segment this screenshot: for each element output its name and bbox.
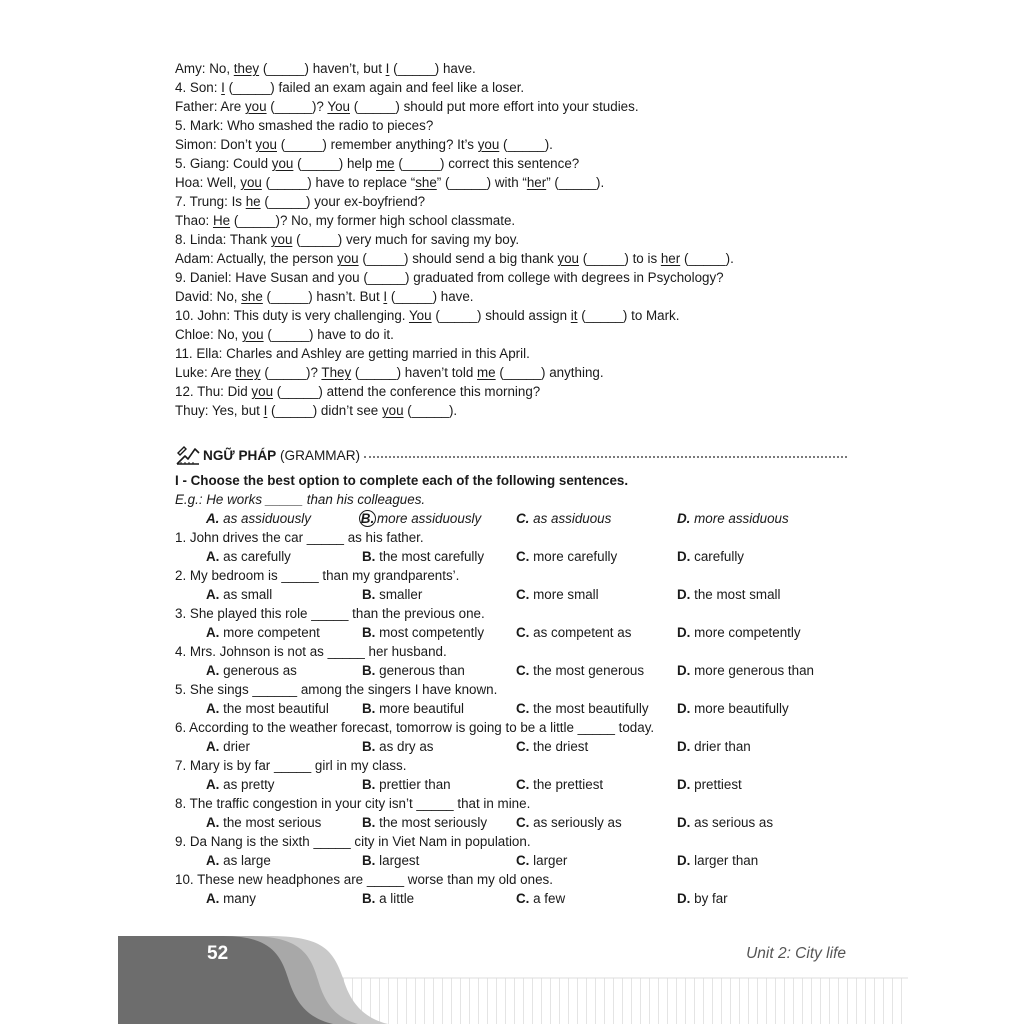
option-text: as dry as	[379, 739, 434, 754]
option-letter: D.	[677, 777, 691, 792]
question-text: 3. She played this role _____ than the previous one.	[175, 606, 485, 621]
dialogue-text: ” (_____).	[546, 175, 605, 190]
option-text: generous as	[223, 663, 297, 678]
dialogue-text: (_____) to is	[578, 251, 661, 266]
option-letter: D.	[677, 587, 691, 602]
option-d	[677, 851, 758, 870]
option-text: drier than	[694, 739, 751, 754]
dialogue-text: (_____)?	[266, 99, 328, 114]
option-letter: D.	[677, 853, 691, 868]
option-letter: C.	[516, 587, 530, 602]
underlined-word: they	[235, 365, 261, 380]
option-a	[206, 813, 321, 832]
underlined-word: it	[570, 308, 578, 323]
underlined-word: you	[477, 137, 500, 152]
dialogue-text: 8. Linda: Thank	[175, 232, 271, 247]
option-d	[677, 585, 780, 604]
dialogue-text: Hoa: Well,	[175, 175, 241, 190]
dialogue-line	[175, 401, 865, 420]
underlined-word: you	[337, 251, 359, 266]
dialogue-text: 7. Trung: Is	[175, 194, 246, 209]
option-text: as large	[223, 853, 271, 868]
option-letter: B.	[362, 663, 376, 678]
option-text: more small	[533, 587, 599, 602]
option-a	[206, 775, 275, 794]
page-footer	[118, 930, 908, 1024]
option-text: the prettiest	[533, 777, 604, 792]
option-text: drier	[223, 739, 250, 754]
option-text: the most serious	[223, 815, 322, 830]
dialogue-line	[175, 78, 865, 97]
question-text: 7. Mary is by far _____ girl in my class.	[175, 758, 407, 773]
option-letter: C.	[516, 701, 530, 716]
exercise-instruction: I - Choose the best option to complete each of the following sentences.	[175, 473, 629, 488]
option-a	[206, 547, 291, 566]
option-text: more carefully	[533, 549, 618, 564]
dialogue-text: (_____) to Mark.	[577, 308, 680, 323]
option-letter: D.	[677, 549, 691, 564]
option-text: more competently	[694, 625, 801, 640]
option-text: as assiduously	[223, 511, 311, 526]
option-text: as competent as	[533, 625, 632, 640]
dialogue-line	[175, 325, 865, 344]
example-options	[175, 509, 865, 528]
option-text: largest	[379, 853, 420, 868]
underlined-word: You	[408, 308, 432, 323]
dialogue-line	[175, 382, 865, 401]
dialogue-line	[175, 154, 865, 173]
dialogue-text: Thao:	[175, 213, 213, 228]
dialogue-text: 5. Mark: Who smashed the radio to pieces?	[175, 118, 434, 133]
option-letter: A.	[206, 625, 220, 640]
page-number: 52	[207, 943, 229, 964]
option-c	[516, 813, 622, 832]
option-d	[677, 775, 742, 794]
option-text: smaller	[379, 587, 423, 602]
question-options	[175, 547, 865, 566]
option-text: the driest	[533, 739, 589, 754]
option-text: as small	[223, 587, 273, 602]
dialogue-text: (_____) correct this sentence?	[394, 156, 580, 171]
underlined-word: she	[415, 175, 437, 190]
underlined-word: I	[263, 403, 268, 418]
option-text: as assiduous	[533, 511, 612, 526]
option-letter: C.	[516, 549, 530, 564]
option-letter: C.	[516, 777, 530, 792]
option-letter: D.	[677, 739, 691, 754]
option-letter: C.	[516, 815, 530, 830]
unit-title: Unit 2: City life	[746, 945, 846, 962]
option-letter: D.	[677, 511, 691, 526]
dotted-rule	[364, 456, 847, 458]
option-a	[206, 509, 311, 528]
option-c	[516, 509, 611, 528]
option-d	[677, 623, 801, 642]
underlined-word: you	[557, 251, 579, 266]
option-letter: D.	[677, 663, 691, 678]
dialogue-line	[175, 116, 865, 135]
option-text: the most seriously	[379, 815, 488, 830]
question-text: 8. The traffic congestion in your city isn’t _____ that in mine.	[175, 796, 531, 811]
dialogue-text: Luke: Are	[175, 365, 236, 380]
option-d	[677, 509, 789, 528]
option-a	[206, 737, 250, 756]
option-letter: B.	[362, 625, 376, 640]
option-c	[516, 585, 599, 604]
option-b	[362, 509, 481, 528]
dialogue-line	[175, 363, 865, 382]
option-letter: A.	[206, 815, 220, 830]
option-letter: C.	[516, 739, 530, 754]
dialogue-text: Adam: Actually, the person	[175, 251, 338, 266]
question-options	[175, 851, 865, 870]
dialogue-line	[175, 192, 865, 211]
option-text: more assiduously	[377, 511, 482, 526]
option-letter: A.	[206, 777, 220, 792]
dialogue-text: (_____) remember anything? It’s	[276, 137, 478, 152]
option-d	[677, 661, 814, 680]
dialogue-text: (_____) have.	[389, 61, 476, 76]
option-b	[362, 623, 484, 642]
question-list	[175, 528, 865, 908]
question-text: 5. She sings ______ among the singers I have known.	[175, 682, 498, 697]
grammar-title: NGỮ PHÁP (GRAMMAR)	[203, 447, 361, 463]
option-text: more generous than	[694, 663, 814, 678]
option-d	[677, 547, 744, 566]
option-letter: B.	[362, 549, 376, 564]
dialogue-text: Thuy: Yes, but	[175, 403, 264, 418]
option-b	[362, 889, 414, 908]
option-text: as pretty	[223, 777, 275, 792]
option-letter: D.	[677, 891, 691, 906]
option-c	[516, 889, 565, 908]
dialogue-text: (_____) help	[293, 156, 377, 171]
dialogue-text: (_____) have.	[387, 289, 474, 304]
option-text: prettier than	[379, 777, 451, 792]
dialogue-text: (_____).	[499, 137, 553, 152]
question-options	[175, 661, 865, 680]
option-text: most competently	[379, 625, 485, 640]
option-text: by far	[694, 891, 728, 906]
dialogue-line	[175, 97, 865, 116]
underlined-word: they	[233, 61, 260, 76]
question-options	[175, 623, 865, 642]
option-a	[206, 851, 271, 870]
option-text: larger than	[694, 853, 759, 868]
option-c	[516, 775, 603, 794]
underlined-word: you	[244, 99, 267, 114]
option-text: the most small	[694, 587, 781, 602]
dialogue-line	[175, 268, 865, 287]
option-letter: C.	[516, 511, 530, 526]
dialogue-text: (_____) didn’t see	[267, 403, 382, 418]
option-b	[362, 737, 433, 756]
option-text: more competent	[223, 625, 320, 640]
option-b	[362, 851, 419, 870]
underlined-word: she	[241, 289, 263, 304]
option-letter: D.	[677, 815, 691, 830]
option-d	[677, 889, 728, 908]
option-b	[362, 661, 465, 680]
dialogue-text: (_____)?	[260, 365, 322, 380]
option-letter: A.	[206, 701, 220, 716]
option-letter: B.	[360, 511, 375, 526]
dialogue-text: 12. Thu: Did	[175, 384, 252, 399]
option-a	[206, 661, 297, 680]
dialogue-line	[175, 249, 865, 268]
option-letter: C.	[516, 891, 530, 906]
dialogue-text: ” (_____) with “	[436, 175, 527, 190]
option-b	[362, 775, 451, 794]
underlined-word: You	[327, 99, 350, 114]
option-b	[362, 699, 464, 718]
question-text: 10. These new headphones are _____ worse than my old ones.	[175, 872, 553, 887]
underlined-word: I	[221, 80, 225, 95]
option-text: the most generous	[533, 663, 645, 678]
dialogue-text: (_____) have to replace “	[261, 175, 416, 190]
option-text: more beautiful	[379, 701, 464, 716]
option-text: a few	[533, 891, 566, 906]
option-letter: B.	[362, 853, 376, 868]
option-letter: A.	[206, 587, 220, 602]
option-text: the most beautifully	[533, 701, 649, 716]
option-letter: B.	[362, 815, 376, 830]
underlined-word: he	[245, 194, 261, 209]
option-letter: C.	[516, 853, 530, 868]
option-letter: A.	[206, 891, 220, 906]
question-options	[175, 585, 865, 604]
dialogue-text: (_____) failed an exam again and feel like a loser.	[224, 80, 525, 95]
dialogue-text: Amy: No,	[175, 61, 234, 76]
underlined-word: They	[321, 365, 352, 380]
option-c	[516, 661, 644, 680]
option-c	[516, 737, 588, 756]
question-options	[175, 737, 865, 756]
option-text: as seriously as	[533, 815, 622, 830]
option-a	[206, 699, 329, 718]
underlined-word: I	[383, 289, 388, 304]
dialogue-text: (_____).	[680, 251, 734, 266]
underlined-word: her	[526, 175, 547, 190]
option-b	[362, 547, 484, 566]
underlined-word: He	[212, 213, 231, 228]
dialogue-text: 5. Giang: Could	[175, 156, 272, 171]
dialogue-text: (_____).	[403, 403, 458, 418]
dialogue-line	[175, 344, 865, 363]
dialogue-text: 11. Ella: Charles and Ashley are getting married in this April.	[175, 346, 530, 361]
underlined-word: you	[251, 384, 274, 399]
option-letter: A.	[206, 549, 220, 564]
option-c	[516, 547, 617, 566]
dialogue-text: (_____) attend the conference this morning?	[273, 384, 541, 399]
option-text: as carefully	[223, 549, 291, 564]
dialogue-text: (_____) hasn’t. But	[262, 289, 384, 304]
option-letter: A.	[206, 663, 220, 678]
option-text: as serious as	[694, 815, 774, 830]
option-text: a little	[379, 891, 415, 906]
dialogue-text: (_____) haven’t told	[351, 365, 478, 380]
option-text: more beautifully	[694, 701, 789, 716]
option-letter: B.	[362, 739, 376, 754]
dialogue-line	[175, 173, 865, 192]
underlined-word: you	[242, 327, 264, 342]
question-options	[175, 775, 865, 794]
dialogue-text: (_____) your ex-boyfriend?	[260, 194, 426, 209]
option-letter: C.	[516, 663, 530, 678]
dialogue-line	[175, 230, 865, 249]
option-c	[516, 699, 649, 718]
grammar-section-header	[175, 444, 847, 466]
multiple-choice-exercise	[175, 471, 865, 908]
underlined-word: you	[270, 232, 293, 247]
underlined-word: you	[240, 175, 262, 190]
dialogue-text: (_____) have to do it.	[263, 327, 394, 342]
question-options	[175, 813, 865, 832]
dialogue-line	[175, 287, 865, 306]
option-text: prettiest	[694, 777, 742, 792]
dialogue-line	[175, 306, 865, 325]
dialogue-text: David: No,	[175, 289, 242, 304]
dialogue-text: 10. John: This duty is very challenging.	[175, 308, 409, 323]
dialogue-text: (_____) very much for saving my boy.	[292, 232, 520, 247]
option-a	[206, 889, 256, 908]
dialogue-line	[175, 135, 865, 154]
option-letter: C.	[516, 625, 530, 640]
option-letter: D.	[677, 625, 691, 640]
option-text: many	[223, 891, 256, 906]
dialogue-text: (_____) should put more effort into your studies.	[349, 99, 639, 114]
option-letter: B.	[362, 587, 376, 602]
dialogue-text: (_____) anything.	[495, 365, 604, 380]
underlined-word: me	[477, 365, 496, 380]
option-c	[516, 623, 631, 642]
question-text: 6. According to the weather forecast, tomorrow is going to be a little _____ today.	[175, 720, 655, 735]
option-letter: B.	[362, 701, 376, 716]
question-options	[175, 699, 865, 718]
option-b	[362, 813, 487, 832]
dialogue-text: Father: Are	[175, 99, 245, 114]
option-a	[206, 585, 272, 604]
question-text: 1. John drives the car _____ as his father.	[175, 530, 424, 545]
underlined-word: you	[381, 403, 404, 418]
pencil-ruler-icon	[175, 444, 201, 466]
dialogue-exercise	[175, 59, 865, 420]
option-letter: D.	[677, 701, 691, 716]
option-letter: A.	[206, 853, 220, 868]
question-options	[175, 889, 865, 908]
dialogue-text: 4. Son:	[175, 80, 222, 95]
question-text: 2. My bedroom is _____ than my grandparents’.	[175, 568, 460, 583]
question-text: 4. Mrs. Johnson is not as _____ her husband.	[175, 644, 447, 659]
option-text: the most beautiful	[223, 701, 329, 716]
underlined-word: you	[271, 156, 294, 171]
option-text: generous than	[379, 663, 465, 678]
option-text: more assiduous	[694, 511, 789, 526]
dialogue-text: (_____) haven’t, but	[259, 61, 386, 76]
option-text: larger	[533, 853, 568, 868]
option-d	[677, 737, 751, 756]
option-text: carefully	[694, 549, 745, 564]
option-a	[206, 623, 320, 642]
underlined-word: I	[385, 61, 390, 76]
example-question: E.g.: He works _____ than his colleagues.	[175, 492, 426, 507]
option-b	[362, 585, 422, 604]
option-letter: B.	[362, 891, 376, 906]
underlined-word: her	[660, 251, 681, 266]
option-letter: A.	[206, 739, 220, 754]
dialogue-line	[175, 59, 865, 78]
dialogue-text: (_____) should assign	[431, 308, 571, 323]
dialogue-text: Chloe: No,	[175, 327, 242, 342]
option-d	[677, 699, 789, 718]
option-letter: B.	[362, 777, 376, 792]
dialogue-text: (_____) should send a big thank	[358, 251, 558, 266]
underlined-word: you	[255, 137, 277, 152]
option-letter: A.	[206, 511, 220, 526]
dialogue-line	[175, 211, 865, 230]
question-text: 9. Da Nang is the sixth _____ city in Viet Nam in population.	[175, 834, 531, 849]
underlined-word: me	[376, 156, 395, 171]
option-c	[516, 851, 567, 870]
dialogue-text: Simon: Don’t	[175, 137, 256, 152]
option-d	[677, 813, 773, 832]
dialogue-text: (_____)? No, my former high school classmate.	[230, 213, 516, 228]
dialogue-text: 9. Daniel: Have Susan and you (_____) graduated from college with degrees in Psychology?	[175, 270, 724, 285]
option-text: the most carefully	[379, 549, 485, 564]
